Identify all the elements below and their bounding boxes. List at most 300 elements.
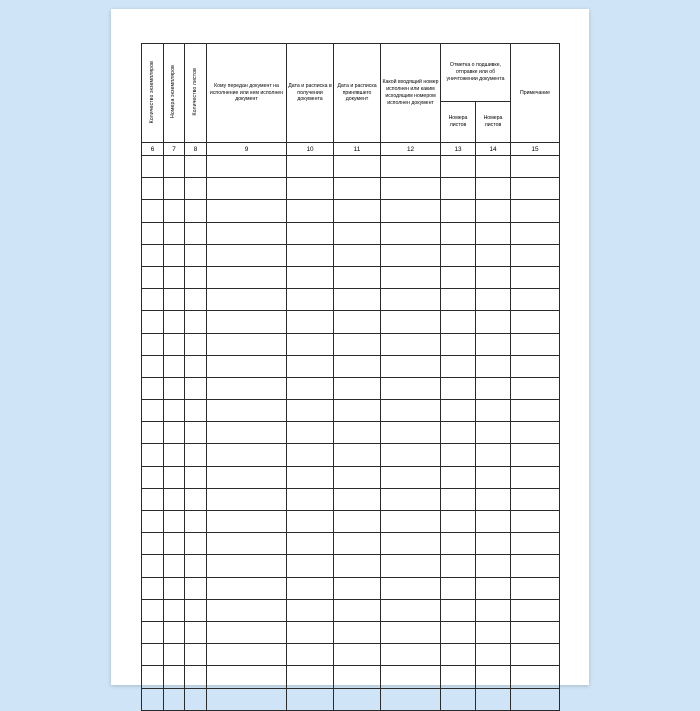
table-cell[interactable] xyxy=(381,533,441,555)
table-cell[interactable] xyxy=(287,333,334,355)
table-cell[interactable] xyxy=(511,533,560,555)
table-cell[interactable] xyxy=(381,444,441,466)
table-cell[interactable] xyxy=(334,178,381,200)
table-cell[interactable] xyxy=(381,244,441,266)
header-cell-sheet-numbers-1: Номера листов xyxy=(441,101,476,142)
table-cell[interactable] xyxy=(334,266,381,288)
table-cell[interactable] xyxy=(207,466,287,488)
table-cell[interactable] xyxy=(334,422,381,444)
header-cell-sheet-count xyxy=(185,44,207,143)
table-cell[interactable] xyxy=(185,355,207,377)
table-cell[interactable] xyxy=(164,422,185,444)
table-cell[interactable] xyxy=(207,644,287,666)
table-cell[interactable] xyxy=(207,666,287,688)
table-cell[interactable] xyxy=(511,666,560,688)
table-cell[interactable] xyxy=(185,266,207,288)
table-cell[interactable] xyxy=(441,200,476,222)
header-cell-copy-numbers xyxy=(164,44,185,143)
table-cell[interactable] xyxy=(164,355,185,377)
table-cell[interactable] xyxy=(441,644,476,666)
table-cell[interactable] xyxy=(164,466,185,488)
table-cell[interactable] xyxy=(185,222,207,244)
table-row[interactable] xyxy=(142,422,560,444)
table-cell[interactable] xyxy=(287,577,334,599)
table-cell[interactable] xyxy=(207,688,287,710)
table-cell[interactable] xyxy=(287,355,334,377)
table-cell[interactable] xyxy=(185,688,207,710)
table-cell[interactable] xyxy=(441,555,476,577)
table-cell[interactable] xyxy=(511,599,560,621)
table-cell[interactable] xyxy=(287,599,334,621)
table-cell[interactable] xyxy=(207,333,287,355)
table-cell[interactable] xyxy=(142,644,164,666)
table-cell[interactable] xyxy=(511,266,560,288)
table-cell[interactable] xyxy=(441,444,476,466)
table-cell[interactable] xyxy=(511,466,560,488)
table-cell[interactable] xyxy=(334,488,381,510)
table-cell[interactable] xyxy=(207,400,287,422)
table-cell[interactable] xyxy=(476,533,511,555)
table-cell[interactable] xyxy=(142,355,164,377)
table-cell[interactable] xyxy=(334,533,381,555)
table-cell[interactable] xyxy=(476,444,511,466)
table-row[interactable] xyxy=(142,688,560,710)
table-cell[interactable] xyxy=(164,244,185,266)
table-cell[interactable] xyxy=(287,444,334,466)
table-cell[interactable] xyxy=(441,289,476,311)
page-shadow-wrapper xyxy=(111,9,589,685)
table-cell[interactable] xyxy=(334,244,381,266)
table-cell[interactable] xyxy=(381,355,441,377)
table-cell[interactable] xyxy=(334,688,381,710)
table-cell[interactable] xyxy=(287,533,334,555)
table-cell[interactable] xyxy=(476,289,511,311)
table-cell[interactable] xyxy=(185,156,207,178)
table-cell[interactable] xyxy=(142,200,164,222)
table-cell[interactable] xyxy=(287,688,334,710)
table-cell[interactable] xyxy=(185,400,207,422)
table-cell[interactable] xyxy=(441,599,476,621)
table-row[interactable] xyxy=(142,533,560,555)
table-cell[interactable] xyxy=(287,666,334,688)
table-cell[interactable] xyxy=(287,200,334,222)
header-cell-quantity-copies xyxy=(142,44,164,143)
table-cell[interactable] xyxy=(381,666,441,688)
table-row[interactable] xyxy=(142,222,560,244)
table-cell[interactable] xyxy=(381,422,441,444)
table-cell[interactable] xyxy=(334,377,381,399)
table-cell[interactable] xyxy=(207,156,287,178)
table-cell[interactable] xyxy=(476,244,511,266)
table-cell[interactable] xyxy=(287,311,334,333)
table-cell[interactable] xyxy=(511,200,560,222)
table-cell[interactable] xyxy=(207,444,287,466)
table-cell[interactable] xyxy=(334,311,381,333)
table-cell[interactable] xyxy=(381,289,441,311)
table-cell[interactable] xyxy=(334,644,381,666)
header-cell-acceptance-date-signature: Дата и расписка принявшего документ xyxy=(334,44,381,143)
table-cell[interactable] xyxy=(334,400,381,422)
table-cell[interactable] xyxy=(511,289,560,311)
table-cell[interactable] xyxy=(334,666,381,688)
table-cell[interactable] xyxy=(441,178,476,200)
table-cell[interactable] xyxy=(476,355,511,377)
table-cell[interactable] xyxy=(185,244,207,266)
table-cell[interactable] xyxy=(207,355,287,377)
table-row[interactable] xyxy=(142,289,560,311)
table-cell[interactable] xyxy=(511,355,560,377)
table-cell[interactable] xyxy=(164,444,185,466)
table-cell[interactable] xyxy=(207,311,287,333)
table-row[interactable] xyxy=(142,156,560,178)
table-row[interactable] xyxy=(142,266,560,288)
table-cell[interactable] xyxy=(476,266,511,288)
table-cell[interactable] xyxy=(142,488,164,510)
table-cell[interactable] xyxy=(164,400,185,422)
table-cell[interactable] xyxy=(142,555,164,577)
table-cell[interactable] xyxy=(511,178,560,200)
table-cell[interactable] xyxy=(441,355,476,377)
table-cell[interactable] xyxy=(185,333,207,355)
table-cell[interactable] xyxy=(441,377,476,399)
table-cell[interactable] xyxy=(334,444,381,466)
table-cell[interactable] xyxy=(164,621,185,643)
table-cell[interactable] xyxy=(142,688,164,710)
table-cell[interactable] xyxy=(207,222,287,244)
table-cell[interactable] xyxy=(334,289,381,311)
table-cell[interactable] xyxy=(381,156,441,178)
table-cell[interactable] xyxy=(142,466,164,488)
table-row[interactable] xyxy=(142,311,560,333)
table-cell[interactable] xyxy=(476,311,511,333)
table-row[interactable] xyxy=(142,333,560,355)
table-cell[interactable] xyxy=(185,666,207,688)
table-cell[interactable] xyxy=(381,266,441,288)
table-row[interactable] xyxy=(142,621,560,643)
table-cell[interactable] xyxy=(441,156,476,178)
table-cell[interactable] xyxy=(381,621,441,643)
document-paper xyxy=(111,9,589,685)
table-cell[interactable] xyxy=(142,333,164,355)
table-cell[interactable] xyxy=(207,555,287,577)
table-cell[interactable] xyxy=(164,377,185,399)
header-cell-filing-group: Отметка о подшивке, отправке или об уничтожении документа xyxy=(441,44,511,102)
table-cell[interactable] xyxy=(511,422,560,444)
table-cell[interactable] xyxy=(185,377,207,399)
column-number-11: 11 xyxy=(334,143,381,156)
table-cell[interactable] xyxy=(381,200,441,222)
table-cell[interactable] xyxy=(287,377,334,399)
table-cell[interactable] xyxy=(185,178,207,200)
table-cell[interactable] xyxy=(287,178,334,200)
table-cell[interactable] xyxy=(334,156,381,178)
table-cell[interactable] xyxy=(207,244,287,266)
table-cell[interactable] xyxy=(142,266,164,288)
table-cell[interactable] xyxy=(207,599,287,621)
header-cell-assigned-to: Кому передан документ на исполнение или кем исполнен документ xyxy=(207,44,287,143)
table-cell[interactable] xyxy=(476,599,511,621)
table-cell[interactable] xyxy=(476,377,511,399)
table-cell[interactable] xyxy=(334,511,381,533)
table-row[interactable] xyxy=(142,400,560,422)
table-cell[interactable] xyxy=(381,511,441,533)
table-cell[interactable] xyxy=(441,577,476,599)
table-cell[interactable] xyxy=(441,266,476,288)
table-cell[interactable] xyxy=(142,422,164,444)
table-cell[interactable] xyxy=(207,533,287,555)
table-cell[interactable] xyxy=(185,511,207,533)
table-cell[interactable] xyxy=(476,644,511,666)
table-cell[interactable] xyxy=(142,666,164,688)
table-cell[interactable] xyxy=(381,599,441,621)
table-cell[interactable] xyxy=(207,266,287,288)
table-cell[interactable] xyxy=(334,333,381,355)
column-number-13: 13 xyxy=(441,143,476,156)
table-cell[interactable] xyxy=(441,333,476,355)
table-cell[interactable] xyxy=(511,400,560,422)
table-cell[interactable] xyxy=(287,222,334,244)
table-cell[interactable] xyxy=(441,466,476,488)
table-cell[interactable] xyxy=(511,156,560,178)
table-cell[interactable] xyxy=(185,621,207,643)
column-number-14: 14 xyxy=(476,143,511,156)
table-cell[interactable] xyxy=(476,511,511,533)
table-cell[interactable] xyxy=(476,488,511,510)
table-cell[interactable] xyxy=(476,222,511,244)
column-number-10: 10 xyxy=(287,143,334,156)
table-cell[interactable] xyxy=(441,488,476,510)
table-cell[interactable] xyxy=(441,222,476,244)
table-row[interactable] xyxy=(142,511,560,533)
table-cell[interactable] xyxy=(185,311,207,333)
table-row[interactable] xyxy=(142,555,560,577)
table-cell[interactable] xyxy=(287,488,334,510)
table-cell[interactable] xyxy=(287,266,334,288)
table-cell[interactable] xyxy=(164,666,185,688)
table-cell[interactable] xyxy=(511,222,560,244)
table-cell[interactable] xyxy=(381,311,441,333)
table-cell[interactable] xyxy=(287,466,334,488)
table-cell[interactable] xyxy=(185,644,207,666)
table-cell[interactable] xyxy=(185,466,207,488)
table-cell[interactable] xyxy=(164,555,185,577)
table-cell[interactable] xyxy=(476,200,511,222)
table-cell[interactable] xyxy=(142,621,164,643)
table-row[interactable] xyxy=(142,377,560,399)
table-cell[interactable] xyxy=(511,555,560,577)
table-cell[interactable] xyxy=(287,555,334,577)
table-cell[interactable] xyxy=(441,666,476,688)
table-cell[interactable] xyxy=(164,200,185,222)
table-cell[interactable] xyxy=(164,511,185,533)
table-cell[interactable] xyxy=(476,621,511,643)
table-cell[interactable] xyxy=(142,577,164,599)
table-cell[interactable] xyxy=(164,599,185,621)
table-cell[interactable] xyxy=(381,178,441,200)
table-cell[interactable] xyxy=(381,466,441,488)
table-cell[interactable] xyxy=(164,644,185,666)
column-number-15: 15 xyxy=(511,143,560,156)
table-cell[interactable] xyxy=(185,444,207,466)
table-cell[interactable] xyxy=(207,621,287,643)
table-cell[interactable] xyxy=(207,377,287,399)
table-cell[interactable] xyxy=(476,422,511,444)
table-cell[interactable] xyxy=(185,200,207,222)
table-row[interactable] xyxy=(142,644,560,666)
table-cell[interactable] xyxy=(142,599,164,621)
table-cell[interactable] xyxy=(476,178,511,200)
table-cell[interactable] xyxy=(185,577,207,599)
table-cell[interactable] xyxy=(476,400,511,422)
table-cell[interactable] xyxy=(142,222,164,244)
table-cell[interactable] xyxy=(207,200,287,222)
table-row[interactable] xyxy=(142,200,560,222)
table-row[interactable] xyxy=(142,466,560,488)
table-cell[interactable] xyxy=(511,644,560,666)
table-head xyxy=(142,44,560,156)
table-cell[interactable] xyxy=(207,178,287,200)
table-row[interactable] xyxy=(142,577,560,599)
table-cell[interactable] xyxy=(164,311,185,333)
table-cell[interactable] xyxy=(287,400,334,422)
table-cell[interactable] xyxy=(511,488,560,510)
table-row[interactable] xyxy=(142,666,560,688)
table-cell[interactable] xyxy=(142,511,164,533)
table-cell[interactable] xyxy=(334,466,381,488)
table-cell[interactable] xyxy=(142,311,164,333)
header-cell-incoming-outgoing-number: Какой входящий номер исполнен или каким исходящим номером исполнен документ xyxy=(381,44,441,143)
table-cell[interactable] xyxy=(185,289,207,311)
table-cell[interactable] xyxy=(511,311,560,333)
column-number-9: 9 xyxy=(207,143,287,156)
table-cell[interactable] xyxy=(142,244,164,266)
table-cell[interactable] xyxy=(441,621,476,643)
table-cell[interactable] xyxy=(476,666,511,688)
column-number-7: 7 xyxy=(164,143,185,156)
table-cell[interactable] xyxy=(164,533,185,555)
table-cell[interactable] xyxy=(441,533,476,555)
header-cell-sheet-numbers-2: Номера листов xyxy=(476,101,511,142)
table-cell[interactable] xyxy=(381,377,441,399)
table-cell[interactable] xyxy=(185,533,207,555)
table-cell[interactable] xyxy=(334,577,381,599)
table-cell[interactable] xyxy=(287,644,334,666)
table-cell[interactable] xyxy=(334,621,381,643)
table-cell[interactable] xyxy=(164,178,185,200)
table-cell[interactable] xyxy=(287,621,334,643)
table-cell[interactable] xyxy=(164,488,185,510)
table-cell[interactable] xyxy=(476,333,511,355)
table-cell[interactable] xyxy=(142,377,164,399)
table-row[interactable] xyxy=(142,178,560,200)
table-row[interactable] xyxy=(142,244,560,266)
table-cell[interactable] xyxy=(511,621,560,643)
header-text-sheet-count: Количество листов xyxy=(191,68,198,116)
table-cell[interactable] xyxy=(476,156,511,178)
column-number-6: 6 xyxy=(142,143,164,156)
table-cell[interactable] xyxy=(142,444,164,466)
table-cell[interactable] xyxy=(441,688,476,710)
table-cell[interactable] xyxy=(334,200,381,222)
table-cell[interactable] xyxy=(287,244,334,266)
table-cell[interactable] xyxy=(381,333,441,355)
table-container xyxy=(141,43,559,711)
table-cell[interactable] xyxy=(441,400,476,422)
table-cell[interactable] xyxy=(381,644,441,666)
table-cell[interactable] xyxy=(142,400,164,422)
table-cell[interactable] xyxy=(381,488,441,510)
table-cell[interactable] xyxy=(207,289,287,311)
table-cell[interactable] xyxy=(207,488,287,510)
table-cell[interactable] xyxy=(441,311,476,333)
table-cell[interactable] xyxy=(287,422,334,444)
table-cell[interactable] xyxy=(511,688,560,710)
table-cell[interactable] xyxy=(334,222,381,244)
table-row[interactable] xyxy=(142,355,560,377)
table-cell[interactable] xyxy=(381,222,441,244)
table-cell[interactable] xyxy=(142,178,164,200)
table-cell[interactable] xyxy=(164,156,185,178)
table-cell[interactable] xyxy=(164,222,185,244)
table-cell[interactable] xyxy=(476,688,511,710)
header-cell-receipt-date-signature: Дата и расписка в получении документа xyxy=(287,44,334,143)
table-cell[interactable] xyxy=(476,555,511,577)
table-cell[interactable] xyxy=(185,599,207,621)
table-cell[interactable] xyxy=(287,156,334,178)
table-cell[interactable] xyxy=(164,289,185,311)
table-cell[interactable] xyxy=(207,422,287,444)
table-cell[interactable] xyxy=(164,577,185,599)
table-cell[interactable] xyxy=(441,511,476,533)
table-cell[interactable] xyxy=(511,244,560,266)
table-cell[interactable] xyxy=(511,577,560,599)
table-cell[interactable] xyxy=(142,156,164,178)
table-cell[interactable] xyxy=(511,333,560,355)
table-row[interactable] xyxy=(142,444,560,466)
table-cell[interactable] xyxy=(334,599,381,621)
table-cell[interactable] xyxy=(164,688,185,710)
table-cell[interactable] xyxy=(207,577,287,599)
table-cell[interactable] xyxy=(287,289,334,311)
header-row xyxy=(142,44,560,102)
table-cell[interactable] xyxy=(511,377,560,399)
table-cell[interactable] xyxy=(185,555,207,577)
table-cell[interactable] xyxy=(381,688,441,710)
table-cell[interactable] xyxy=(381,400,441,422)
table-row[interactable] xyxy=(142,488,560,510)
table-cell[interactable] xyxy=(164,333,185,355)
table-cell[interactable] xyxy=(207,511,287,533)
header-text-quantity-copies: Количество экземпляров xyxy=(148,60,155,124)
table-row[interactable] xyxy=(142,599,560,621)
table-cell[interactable] xyxy=(142,533,164,555)
table-cell[interactable] xyxy=(476,577,511,599)
table-cell[interactable] xyxy=(185,488,207,510)
table-cell[interactable] xyxy=(334,355,381,377)
table-cell[interactable] xyxy=(334,555,381,577)
table-cell[interactable] xyxy=(381,555,441,577)
table-cell[interactable] xyxy=(511,444,560,466)
table-cell[interactable] xyxy=(287,511,334,533)
table-cell[interactable] xyxy=(164,266,185,288)
table-cell[interactable] xyxy=(476,466,511,488)
table-cell[interactable] xyxy=(441,422,476,444)
table-cell[interactable] xyxy=(185,422,207,444)
table-cell[interactable] xyxy=(381,577,441,599)
table-cell[interactable] xyxy=(511,511,560,533)
table-cell[interactable] xyxy=(441,244,476,266)
table-cell[interactable] xyxy=(142,289,164,311)
